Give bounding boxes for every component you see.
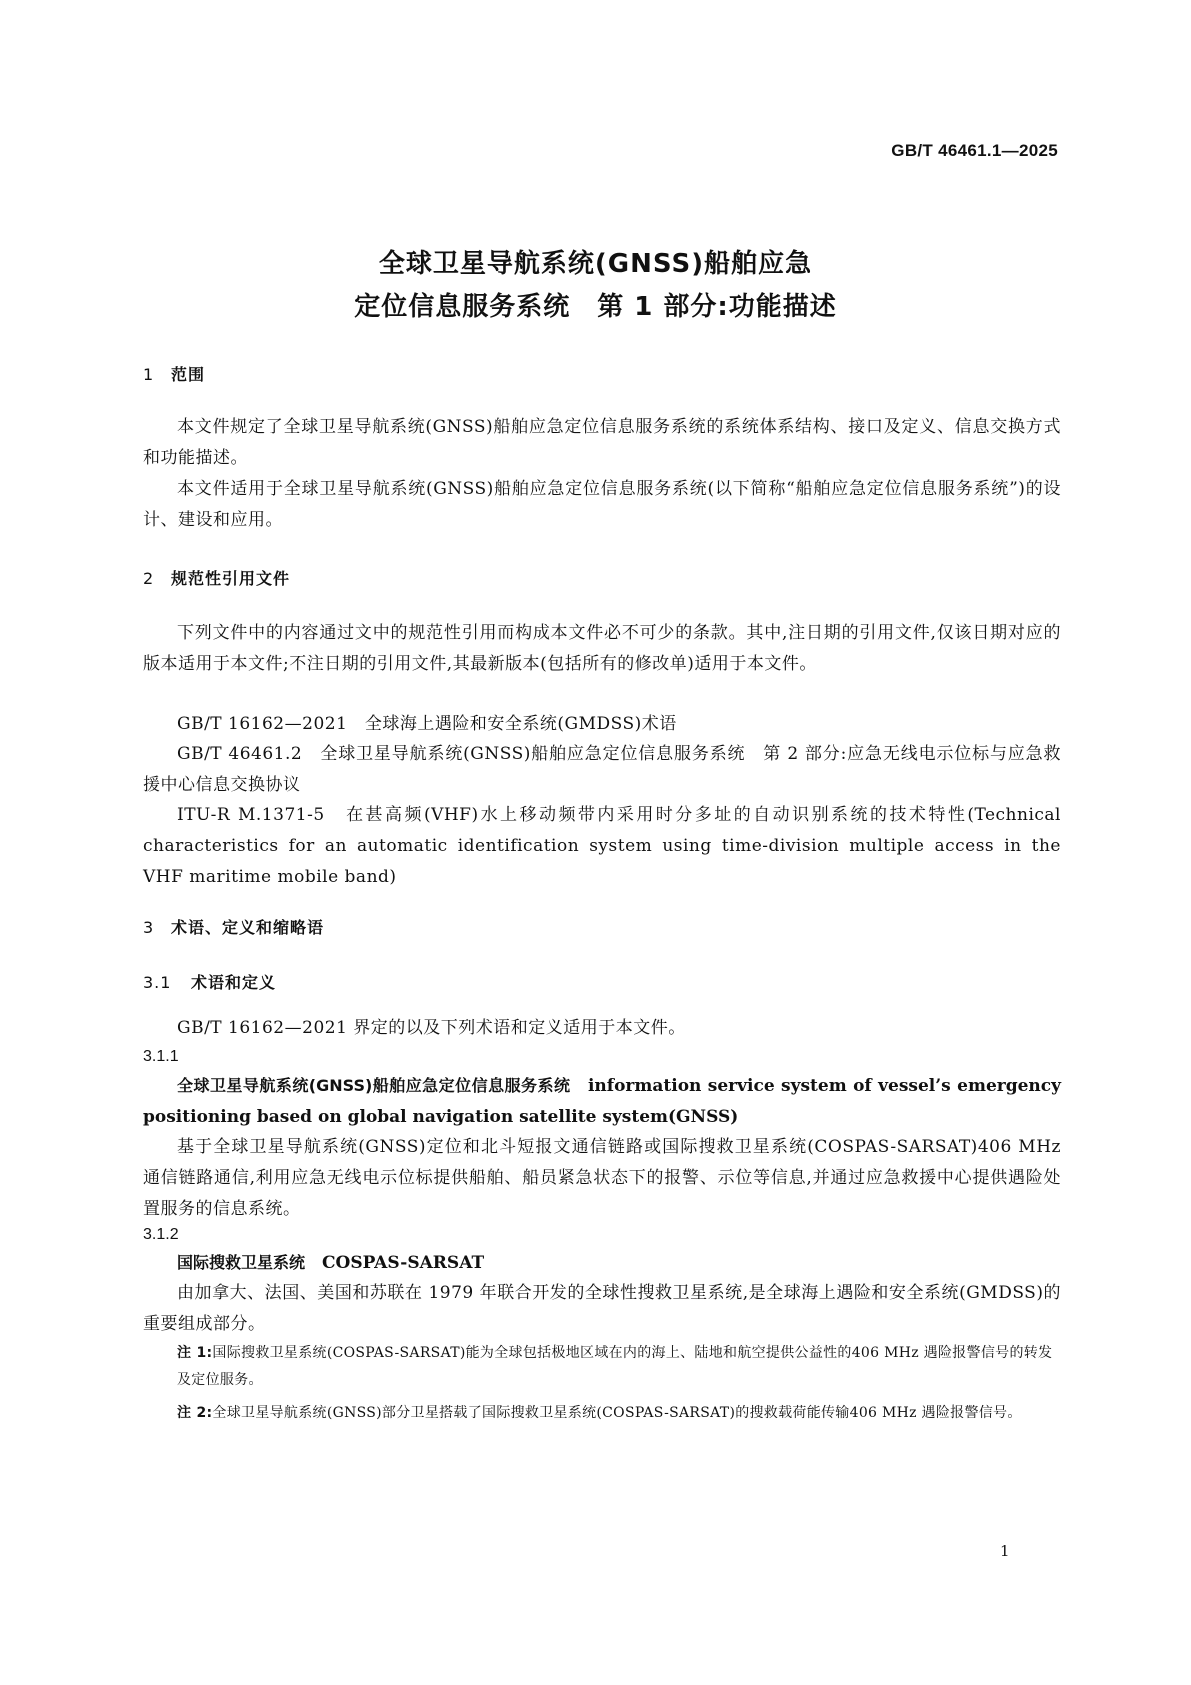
section-title: 范围 — [171, 365, 206, 384]
term-3-1-1-definition: 基于全球卫星导航系统(GNSS)定位和北斗短报文通信链路或国际搜救卫星系统(COSPAS-SARSAT)406 MHz 通信链路通信,利用应急无线电示位标提供船舶、船员紧急状态下的报警、示位等信息,并通过应急救援中心提供遇险处置服务的信息系统。 — [143, 1137, 1061, 1219]
term-english: information service system of vessel’s emergency positioning based on global navigation satellite system(GNSS) — [143, 1076, 1062, 1127]
note-label: 注 1: — [177, 1345, 213, 1361]
term-english: COSPAS-SARSAT — [322, 1253, 485, 1273]
section-title: 术语和定义 — [191, 973, 277, 992]
reference-gbt-46461-2: GB/T 46461.2 全球卫星导航系统(GNSS)船舶应急定位信息服务系统 第 2 部分:应急无线电示位标与应急救援中心信息交换协议 — [143, 744, 1061, 795]
terms-intro: GB/T 16162—2021 界定的以及下列术语和定义适用于本文件。 — [177, 1018, 686, 1038]
document-title-line2: 定位信息服务系统 第 1 部分:功能描述 — [354, 292, 837, 322]
note-label: 注 2: — [177, 1405, 213, 1421]
scope-paragraph-2: 本文件适用于全球卫星导航系统(GNSS)船舶应急定位信息服务系统(以下简称“船舶应急定位信息服务系统”)的设计、建设和应用。 — [143, 479, 1061, 530]
section-3-heading — [143, 915, 324, 938]
term-chinese: 全球卫星导航系统(GNSS)船舶应急定位信息服务系统 — [177, 1076, 571, 1095]
section-3-1-heading — [143, 970, 276, 993]
note-text: 全球卫星导航系统(GNSS)部分卫星搭载了国际搜救卫星系统(COSPAS-SARSAT)的搜救载荷能传输406 MHz 遇险报警信号。 — [212, 1405, 1022, 1421]
section-title: 规范性引用文件 — [171, 569, 291, 588]
standard-code: GB/T 46461.1—2025 — [891, 141, 1058, 160]
document-title-line1: 全球卫星导航系统(GNSS)船舶应急 — [378, 249, 813, 279]
term-3-1-2-definition: 由加拿大、法国、美国和苏联在 1979 年联合开发的全球性搜救卫星系统,是全球海上遇险和安全系统(GMDSS)的重要组成部分。 — [143, 1283, 1061, 1334]
section-number: 1 — [143, 365, 155, 384]
note-text: 国际搜救卫星系统(COSPAS-SARSAT)能为全球包括极地区域在内的海上、陆地和航空提供公益性的406 MHz 遇险报警信号的转发及定位服务。 — [177, 1345, 1053, 1388]
reference-itu-r-m1371: ITU-R M.1371-5 在甚高频(VHF)水上移动频带内采用时分多址的自动识别系统的技术特性(Technical characteristics for an automatic identification system using time-division multiple access in the VHF maritime mobile band) — [143, 805, 1061, 887]
term-3-1-1-heading — [143, 1070, 1061, 1133]
section-number: 3.1 — [143, 973, 172, 992]
section-1-heading — [143, 362, 205, 385]
term-number: 3.1.2 — [143, 1226, 179, 1243]
reference-gbt-16162: GB/T 16162—2021 全球海上遇险和安全系统(GMDSS)术语 — [177, 714, 677, 734]
page-number: 1 — [1000, 1542, 1010, 1560]
term-chinese: 国际搜救卫星系统 — [177, 1253, 306, 1272]
note-2 — [177, 1400, 1061, 1427]
note-1 — [177, 1340, 1061, 1394]
term-number: 3.1.1 — [143, 1048, 179, 1065]
section-number: 3 — [143, 918, 155, 937]
scope-paragraph-1: 本文件规定了全球卫星导航系统(GNSS)船舶应急定位信息服务系统的系统体系结构、接口及定义、信息交换方式和功能描述。 — [143, 417, 1061, 468]
normative-references-intro: 下列文件中的内容通过文中的规范性引用而构成本文件必不可少的条款。其中,注日期的引用文件,仅该日期对应的版本适用于本文件;不注日期的引用文件,其最新版本(包括所有的修改单)适用于本文件。 — [143, 623, 1061, 674]
section-number: 2 — [143, 569, 155, 588]
section-2-heading — [143, 566, 290, 589]
section-title: 术语、定义和缩略语 — [171, 918, 325, 937]
term-3-1-2-heading — [143, 1247, 1061, 1279]
